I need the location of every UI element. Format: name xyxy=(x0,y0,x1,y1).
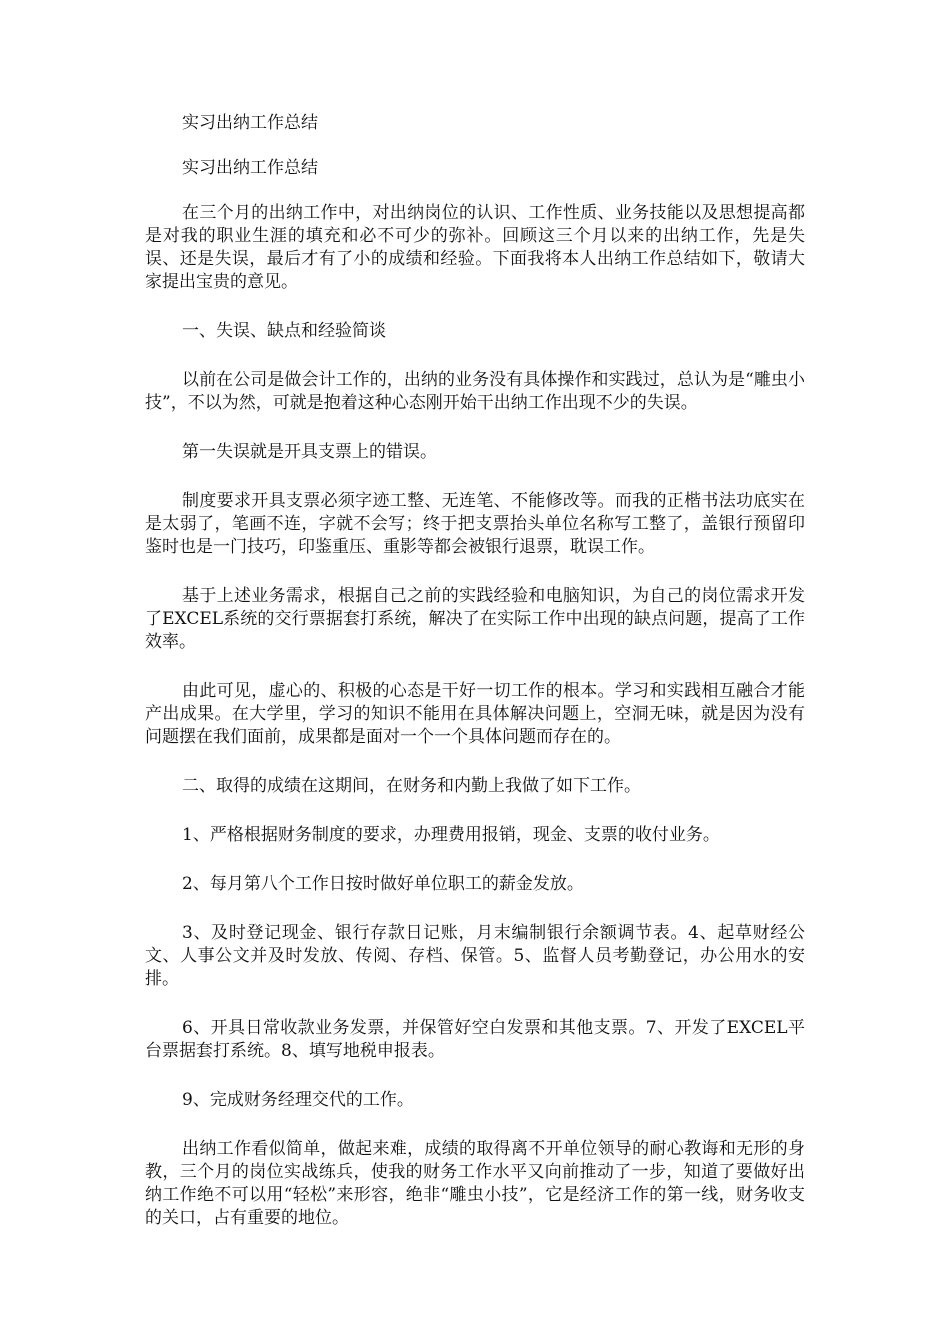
list-item: 9、完成财务经理交代的工作。 xyxy=(182,1090,414,1110)
paragraph-intro: 在三个月的出纳工作中，对出纳岗位的认识、工作性质、业务技能以及思想提高都是对我的职业生涯的填充和必不可少的弥补。回顾这三个月以来的出纳工作，先是失误、还是失误，最后才有了小的成绩和经验。下面我将本人出纳工作总结如下，敬请大家提出宝贵的意见。 xyxy=(145,203,805,292)
paragraph: 第一失误就是开具支票上的错误。 xyxy=(182,442,437,462)
list-item: 6、开具日常收款业务发票，并保管好空白发票和其他支票。7、开发了EXCEL平台票据套打系统。8、填写地税申报表。 xyxy=(145,1018,805,1061)
section-heading-2: 二、取得的成绩在这期间，在财务和内勤上我做了如下工作。 xyxy=(182,776,641,796)
list-item: 3、及时登记现金、银行存款日记账，月末编制银行余额调节表。4、起草财经公文、人事公文并及时发放、传阅、存档、保管。5、监督人员考勤登记，办公用水的安排。 xyxy=(145,923,805,989)
document-subtitle: 实习出纳工作总结 xyxy=(182,158,318,178)
list-item: 1、严格根据财务制度的要求，办理费用报销，现金、支票的收付业务。 xyxy=(182,825,720,845)
list-item: 2、每月第八个工作日按时做好单位职工的薪金发放。 xyxy=(182,874,584,894)
paragraph: 制度要求开具支票必须字迹工整、无连笔、不能修改等。而我的正楷书法功底实在是太弱了，笔画不连，字就不会写；终于把支票抬头单位名称写工整了，盖银行预留印鉴时也是一门技巧，印鉴重压、重影等都会被银行退票，耽误工作。 xyxy=(145,491,805,557)
paragraph: 由此可见，虚心的、积极的心态是干好一切工作的根本。学习和实践相互融合才能产出成果。在大学里，学习的知识不能用在具体解决问题上，空洞无味，就是因为没有问题摆在我们面前，成果都是面对一个一个具体问题而存在的。 xyxy=(145,681,805,747)
paragraph: 基于上述业务需求，根据自己之前的实践经验和电脑知识，为自己的岗位需求开发了EXCEL系统的交行票据套打系统，解决了在实际工作中出现的缺点问题，提高了工作效率。 xyxy=(145,586,805,652)
paragraph: 以前在公司是做会计工作的，出纳的业务没有具体操作和实践过，总认为是“雕虫小技”，不以为然，可就是抱着这种心态刚开始干出纳工作出现不少的失误。 xyxy=(145,370,805,413)
document-body xyxy=(145,112,805,1256)
paragraph-conclusion: 出纳工作看似简单，做起来难，成绩的取得离不开单位领导的耐心教诲和无形的身教，三个月的岗位实战练兵，使我的财务工作水平又向前推动了一步，知道了要做好出纳工作绝不可以用“轻松”来形容，绝非“雕虫小技”，它是经济工作的第一线，财务收支的关口，占有重要的地位。 xyxy=(145,1139,805,1228)
document-title: 实习出纳工作总结 xyxy=(182,113,318,133)
section-heading-1: 一、失误、缺点和经验简谈 xyxy=(182,321,386,341)
